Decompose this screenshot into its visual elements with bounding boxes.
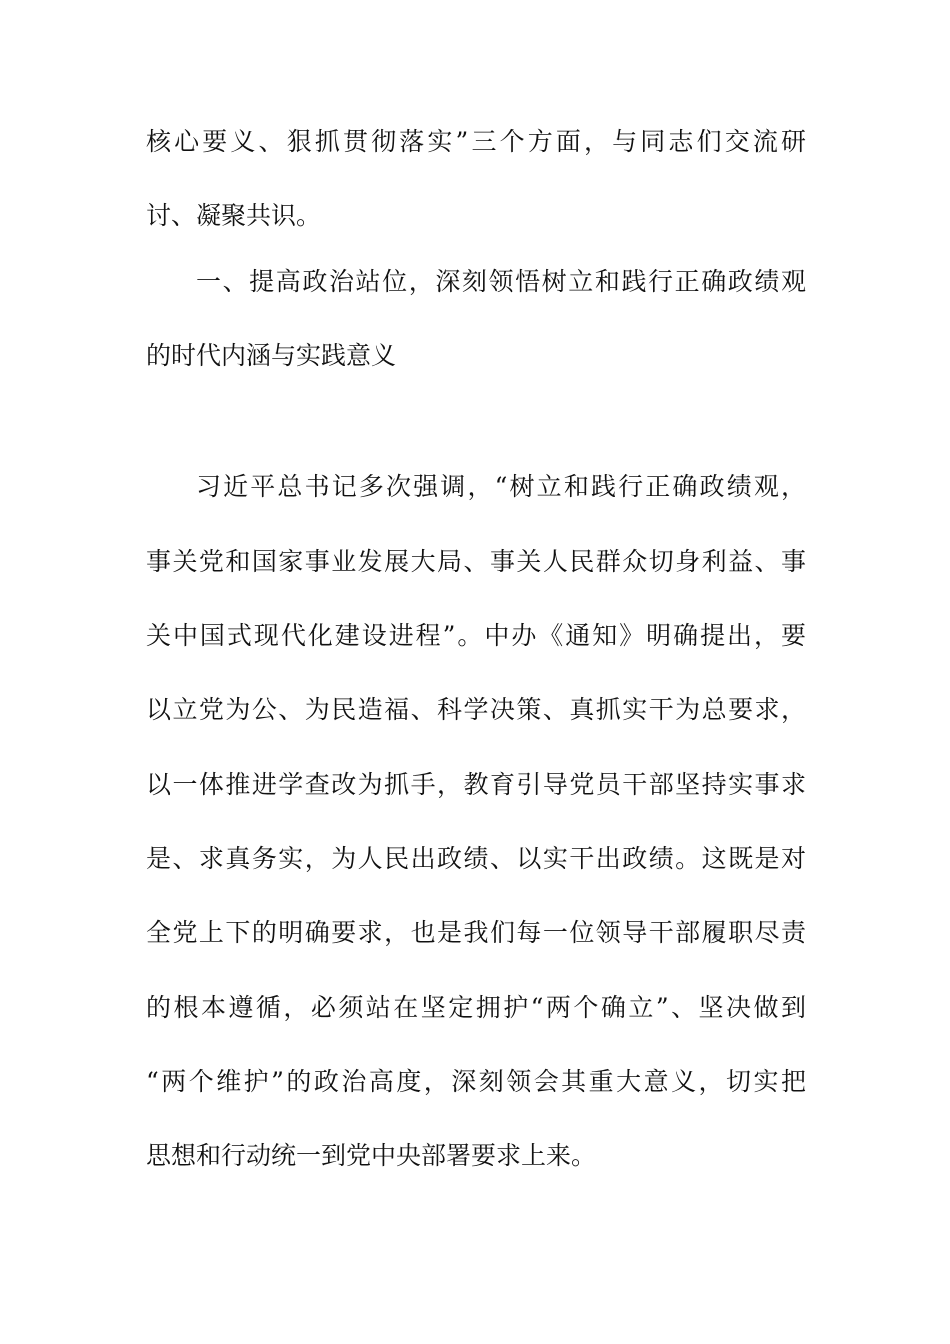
paragraph-line: 是、求真务实，为人民出政绩、以实干出政绩。这既是对 bbox=[146, 844, 806, 873]
paragraph-line: 思想和行动统一到党中央部署要求上来。 bbox=[146, 1141, 597, 1170]
paragraph-line: 以立党为公、为民造福、科学决策、真抓实干为总要求， bbox=[146, 695, 806, 724]
paragraph-line: 核心要义、狠抓贯彻落实”三个方面，与同志们交流研 bbox=[146, 127, 806, 156]
section-heading-line: 的时代内涵与实践意义 bbox=[146, 341, 397, 370]
paragraph-line: 的根本遵循，必须站在坚定拥护“两个确立”、坚决做到 bbox=[146, 993, 806, 1022]
paragraph-line: “两个维护”的政治高度，深刻领会其重大意义，切实把 bbox=[146, 1067, 806, 1096]
paragraph-line: 事关党和国家事业发展大局、事关人民群众切身利益、事 bbox=[146, 547, 806, 576]
paragraph-line: 全党上下的明确要求，也是我们每一位领导干部履职尽责 bbox=[146, 918, 806, 947]
paragraph-line: 讨、凝聚共识。 bbox=[146, 201, 322, 230]
paragraph-line: 关中国式现代化建设进程”。中办《通知》明确提出，要 bbox=[146, 621, 806, 650]
paragraph-line: 以一体推进学查改为抓手，教育引导党员干部坚持实事求 bbox=[146, 770, 806, 799]
section-heading-line: 一、提高政治站位，深刻领悟树立和践行正确政绩观 bbox=[196, 267, 806, 296]
paragraph-line: 习近平总书记多次强调，“树立和践行正确政绩观， bbox=[196, 472, 806, 501]
